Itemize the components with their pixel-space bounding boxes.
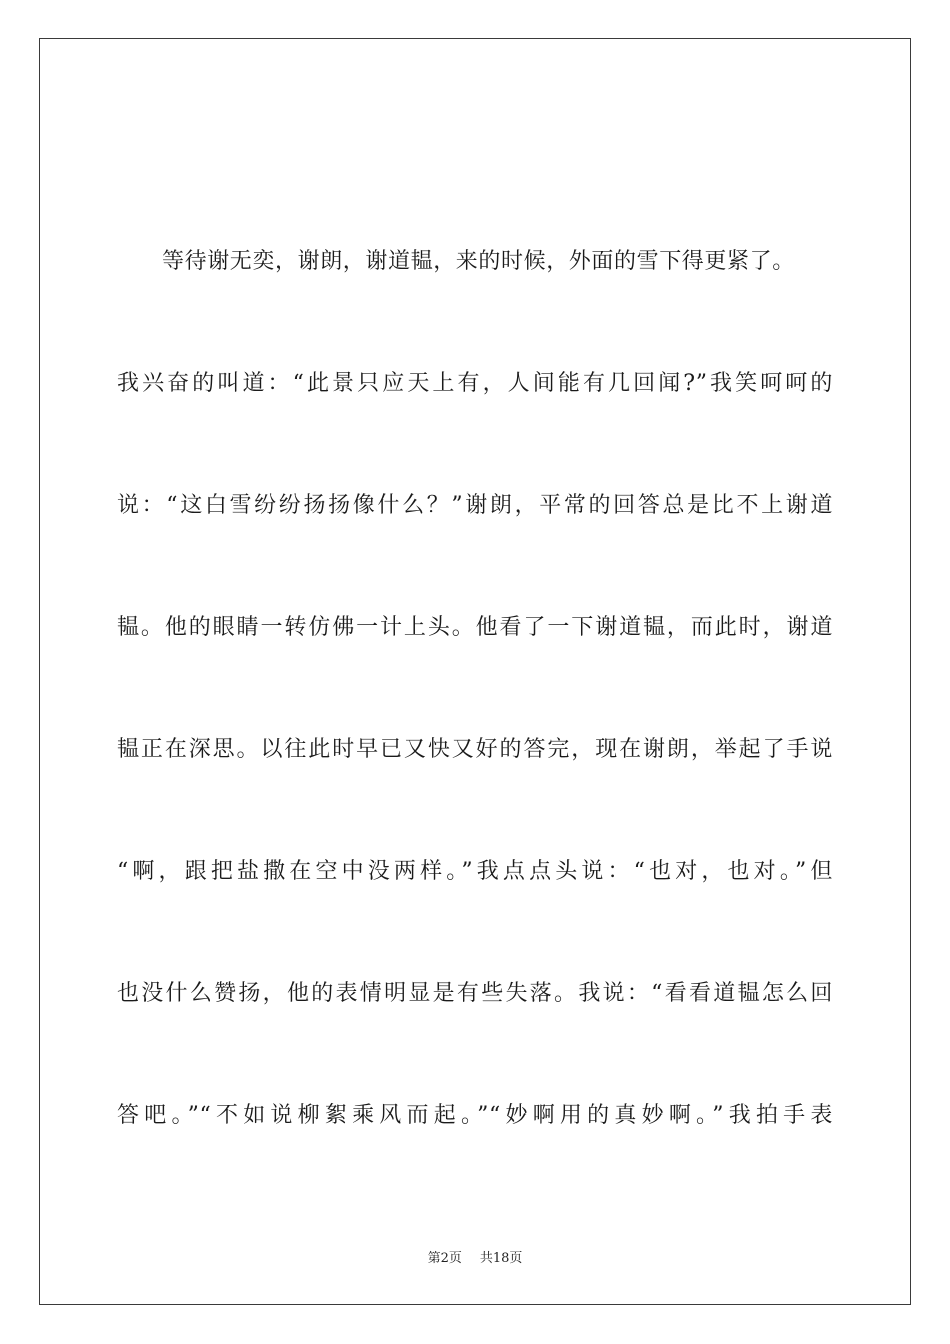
paragraph-line-8: 答吧。”“不如说柳絮乘风而起。”“妙啊用的真妙啊。”我拍手表 (117, 1103, 833, 1128)
paragraph-line-2: 我兴奋的叫道：“此景只应天上有，人间能有几回闻?”我笑呵呵的 (117, 371, 833, 396)
paragraph-line-6: “啊，跟把盐撒在空中没两样。”我点点头说：“也对，也对。”但 (117, 859, 833, 884)
page-total: 共18页 (479, 1251, 523, 1266)
page-number: 第2页 (427, 1251, 462, 1266)
paragraph-line-7: 也没什么赞扬，他的表情明显是有些失落。我说：“看看道韫怎么回 (117, 981, 833, 1006)
document-body (117, 225, 833, 1201)
paragraph-line-1: 等待谢无奕，谢朗，谢道韫，来的时候，外面的雪下得更紧了。 (162, 249, 795, 274)
page-footer (0, 1247, 950, 1266)
paragraph-line-3: 说：“这白雪纷纷扬扬像什么？”谢朗，平常的回答总是比不上谢道 (117, 493, 833, 518)
paragraph-line-5: 韫正在深思。以往此时早已又快又好的答完，现在谢朗，举起了手说 (117, 737, 833, 762)
paragraph-line-4: 韫。他的眼睛一转仿佛一计上头。他看了一下谢道韫，而此时，谢道 (117, 615, 833, 640)
